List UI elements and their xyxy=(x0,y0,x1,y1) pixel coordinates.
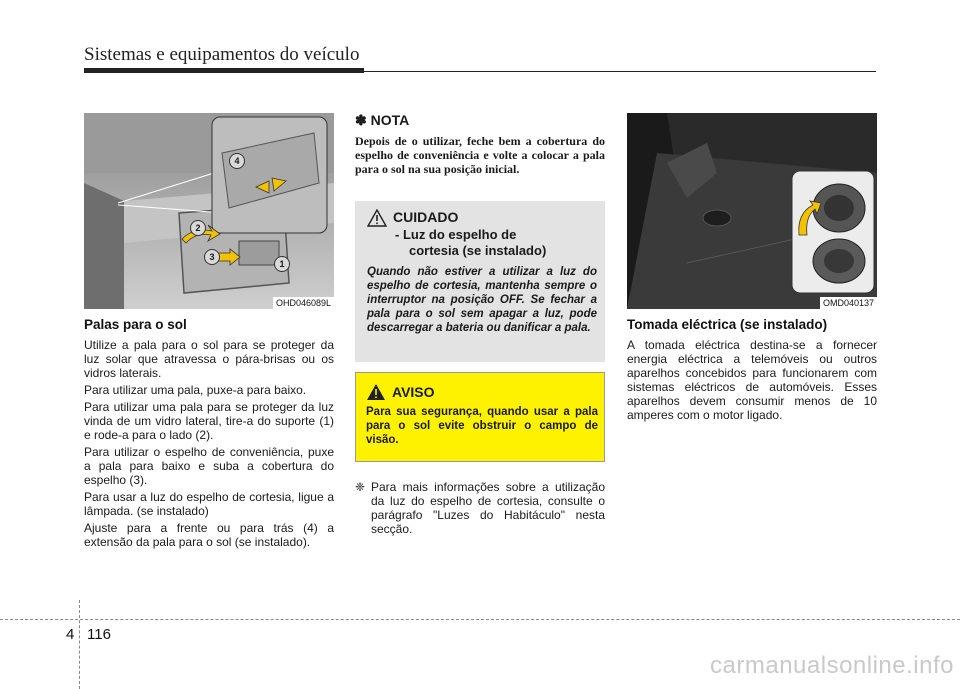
info-text: Para mais informações sobre a utilização da luz do espelho de cortesia, consulte o parágrafo "Luzes do Habitáculo" nesta secção. xyxy=(371,480,605,536)
paragraph: Para utilizar o espelho de conveniência, puxe a pala para baixo e suba a cobertura do espelho (3). xyxy=(84,445,334,487)
note-block xyxy=(355,112,605,176)
note-symbol: ✽ xyxy=(355,112,367,128)
header-rule-thick xyxy=(84,68,364,73)
left-column-text xyxy=(84,317,334,552)
image-code: OMD040137 xyxy=(820,297,877,309)
power-outlet-photo xyxy=(627,113,877,309)
sun-visor-photo xyxy=(84,113,334,309)
aviso-title: AVISO xyxy=(392,384,435,400)
aviso-text: Para sua segurança, quando usar a pala para o sol evite obstruir o campo de visão. xyxy=(366,406,598,446)
info-note xyxy=(355,480,605,536)
watermark: carmanualsonline.info xyxy=(710,652,954,679)
note-heading xyxy=(355,112,605,129)
note-text: Depois de o utilizar, feche bem a cobertura do espelho de conveniência e volte a colocar a pala para o sol na sua posição inicial. xyxy=(355,134,605,176)
callout-2: 2 xyxy=(190,220,206,236)
paragraph: Para utilizar uma pala para se proteger da luz vinda de um vidro lateral, tire-a do suporte (1) e rode-a para o lado (2). xyxy=(84,400,334,442)
callout-3: 3 xyxy=(204,249,220,265)
paragraph: A tomada eléctrica destina-se a fornecer energia eléctrica a telemóveis ou outros aparelhos concebidos para funcionarem com sistemas eléctricos de automóveis. Esses aparelhos devem consumir menos de 10 amperes com o motor ligado. xyxy=(627,338,877,422)
footer-divider xyxy=(79,600,80,689)
right-column-text xyxy=(627,317,877,425)
cuidado-box xyxy=(355,201,605,362)
section-heading-sun-visors: Palas para o sol xyxy=(84,317,187,332)
page-number: 116 xyxy=(87,626,111,643)
paragraph: Ajuste para a frente ou para trás (4) a extensão da pala para o sol (se instalado). xyxy=(84,521,334,549)
cuidado-subtitle: cortesia (se instalado) xyxy=(409,243,547,258)
image-code: OHD046089L xyxy=(273,297,334,309)
callout-1: 1 xyxy=(274,256,290,272)
aviso-box xyxy=(355,372,605,462)
power-outlet-illustration xyxy=(627,113,877,309)
cuidado-subtitle: - Luz do espelho de xyxy=(395,227,517,242)
paragraph: Para usar a luz do espelho de cortesia, ligue a lâmpada. (se instalado) xyxy=(84,490,334,518)
page-header-title: Sistemas e equipamentos do veículo xyxy=(84,44,360,65)
footer-rule xyxy=(0,619,960,620)
sun-visor-illustration xyxy=(84,113,334,309)
callout-4: 4 xyxy=(229,153,245,169)
note-title: NOTA xyxy=(370,112,410,128)
paragraph: Para utilizar uma pala, puxe-a para baixo. xyxy=(84,383,307,397)
cuidado-title: CUIDADO xyxy=(393,209,459,225)
cuidado-text: Quando não estiver a utilizar a luz do espelho de cortesia, mantenha sempre o interruptor na posição OFF. Se fechar a pala para o sol sem apagar a luz, pode descarregar a bateria ou danificar a pala. xyxy=(367,266,597,334)
section-number: 4 xyxy=(66,626,75,643)
header-rule-thin xyxy=(364,71,876,72)
caution-triangle-icon xyxy=(367,209,387,227)
info-symbol: ❈ xyxy=(355,480,366,494)
warning-triangle-icon xyxy=(366,383,386,401)
section-heading-power-outlet: Tomada eléctrica (se instalado) xyxy=(627,317,828,332)
paragraph: Utilize a pala para o sol para se proteger da luz solar que atravessa o pára-brisas ou os vidros laterais. xyxy=(84,338,334,380)
